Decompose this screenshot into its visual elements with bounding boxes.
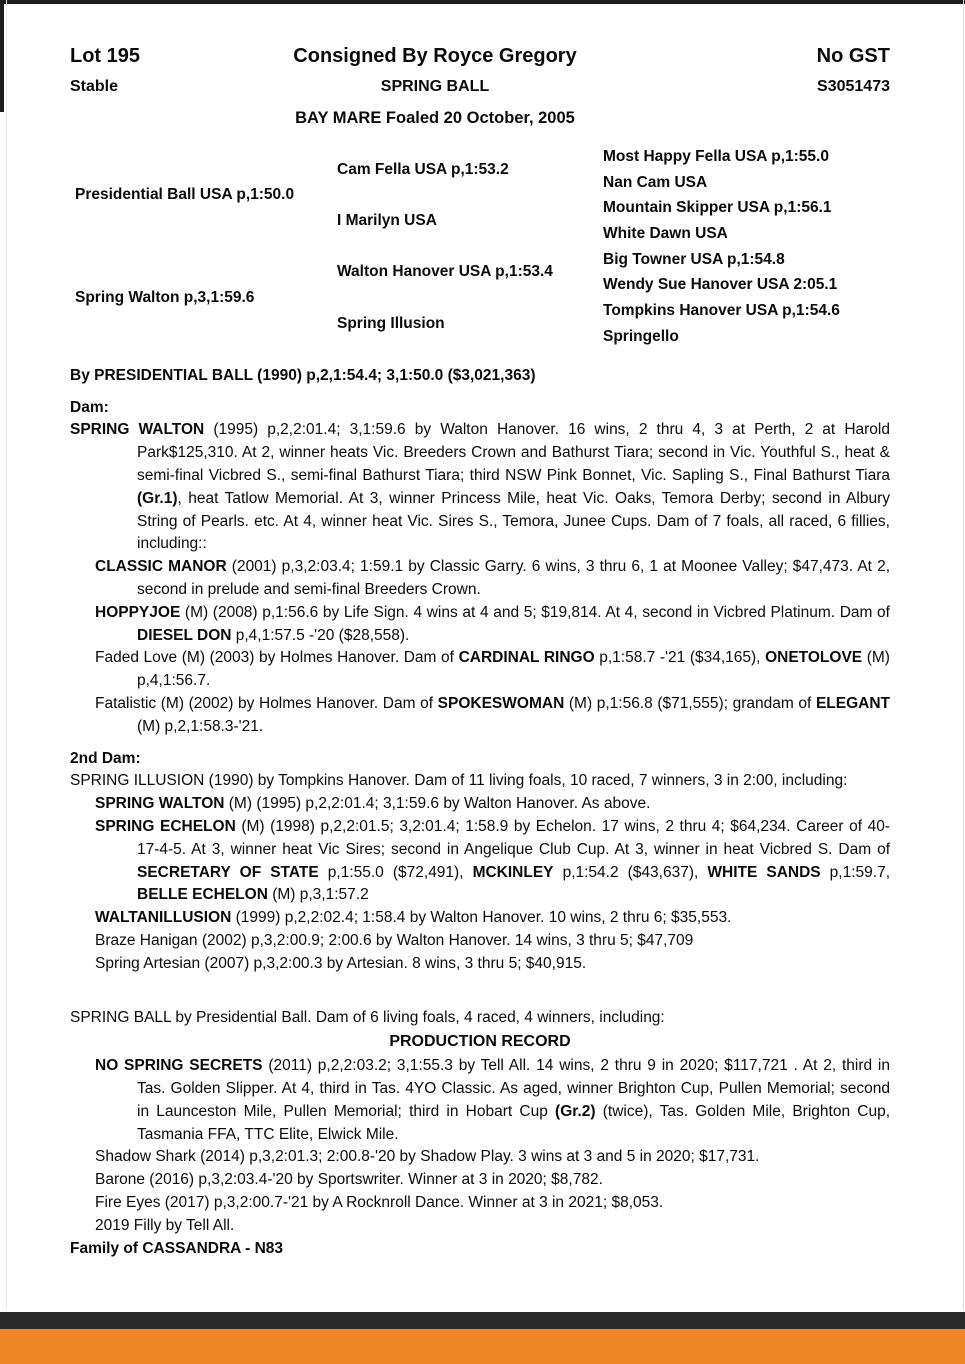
catalog-entry: Shadow Shark (2014) p,3,2:01.3; 2:00.8-'20 by Shadow Play. 3 wins at 3 and 5 in 2020; $17,731. [95, 1148, 760, 1166]
catalog-entry: CLASSIC MANOR (2001) p,3,2:03.4; 1:59.1 by Classic Garry. 6 wins, 3 thru 6, 1 at Moonee Valley; $47,473. At 2, second in prelude and semi-final Breeders Crown. [95, 558, 890, 599]
sire-summary-line: By PRESIDENTIAL BALL (1990) p,2,1:54.4; 3,1:50.0 ($3,021,363) [70, 366, 536, 384]
catalog-entry: Fire Eyes (2017) p,3,2:00.7-'21 by A Rocknroll Dance. Winner at 3 in 2021; $8,053. [95, 1193, 664, 1211]
pedigree-sire: Presidential Ball USA p,1:50.0 [75, 186, 295, 204]
pedigree-gen3-entry: Mountain Skipper USA p,1:56.1 [603, 199, 832, 217]
consignor-title: Consigned By Royce Gregory [293, 45, 577, 67]
catalogue-header [70, 45, 890, 129]
production-section [70, 1007, 890, 1261]
pedigree-sire-sire: Cam Fella USA p,1:53.2 [337, 160, 509, 178]
pedigree-gen3-entry: Wendy Sue Hanover USA 2:05.1 [603, 276, 838, 294]
pedigree-gen3-entry: Tompkins Hanover USA p,1:54.6 [603, 301, 840, 319]
catalog-entry: WALTANILLUSION (1999) p,2,2:02.4; 1:58.4 by Walton Hanover. 10 wins, 2 thru 6; $35,553. [95, 909, 732, 927]
foaling-description: BAY MARE Foaled 20 October, 2005 [295, 108, 575, 127]
catalog-entry: 2019 Filly by Tell All. [95, 1216, 235, 1234]
catalog-entry: NO SPRING SECRETS (2011) p,2,2:03.2; 3,1:55.3 by Tell All. 14 wins, 2 thru 9 in 2020; $117,721 . At 2, third in Tas. Golden Slipper. At 4, third in Tas. 4YO Classic. As aged, winner Brighton Cup, Pullen Memorial; second in Launceston Mile, Pullen Memorial; third in Hobart Cup (Gr.2) (twice), Tas. Golden Mile, Brighton Cup, Tasmania FFA, TTC Elite, Elwick Mile. [95, 1057, 891, 1143]
catalog-entry: Fatalistic (M) (2002) by Holmes Hanover. Dam of SPOKESWOMAN (M) p,1:56.8 ($71,555); grandam of ELEGANT (M) p,2,1:58.3-'21. [95, 695, 890, 735]
production-intro: SPRING BALL by Presidential Ball. Dam of 6 living foals, 4 raced, 4 winners, including: [70, 1008, 665, 1026]
catalog-entry: SPRING WALTON (M) (1995) p,2,2:01.4; 3,1:59.6 by Walton Hanover. As above. [95, 795, 651, 813]
pedigree-gen3-entry: Big Towner USA p,1:54.8 [603, 250, 785, 268]
footer-dark-stripe [0, 1312, 965, 1329]
page-left-hairline [6, 0, 7, 1310]
pedigree-sire-dam: I Marilyn USA [337, 212, 437, 230]
catalog-entry: SPRING ILLUSION (1990) by Tompkins Hanover. Dam of 11 living foals, 10 raced, 7 winners, 3 in 2:00, including: [70, 772, 848, 790]
catalog-entry: Faded Love (M) (2003) by Holmes Hanover. Dam of CARDINAL RINGO p,1:58.7 -'21 ($34,165), ONETOLOVE (M) p,4,1:56.7. [95, 649, 890, 690]
second-dam-entries [70, 770, 890, 975]
dam-entries [70, 419, 890, 738]
pedigree-dam-dam: Spring Illusion [337, 314, 445, 332]
family-line: Family of CASSANDRA - N83 [70, 1239, 284, 1257]
production-entries [70, 1055, 890, 1237]
footer-orange-stripe [0, 1329, 965, 1364]
catalog-entry: HOPPYJOE (M) (2008) p,1:56.6 by Life Sign. 4 wins at 4 and 5; $19,814. At 4, second in Vicbred Platinum. Dam of DIESEL DON p,4,1:57.5 -'20 ($28,558). [95, 603, 890, 644]
dam-section-label: Dam: [70, 398, 109, 416]
pedigree-dam: Spring Walton p,3,1:59.6 [75, 289, 255, 307]
page-left-border [0, 0, 4, 112]
gst-label: No GST [816, 45, 890, 67]
catalog-entry: SPRING ECHELON (M) (1998) p,2,2:01.5; 3,2:01.4; 1:58.9 by Echelon. 17 wins, 2 thru 4; $64,234. Career of 40-17-4-5. At 3, winner heat Vic Sires; second in Angelique Club Cup. At 3, winner in heat Vicbred S. Dam of SECRETARY OF STATE p,1:55.0 ($72,491), MCKINLEY p,1:54.2 ($43,637), WHITE SANDS p,1:59.7, BELLE ECHELON (M) p,3,1:57.2 [95, 818, 891, 904]
registration-number: S3051473 [817, 77, 890, 95]
lot-number: Lot 195 [70, 45, 141, 67]
page-content [70, 0, 890, 1260]
stable-label: Stable [70, 77, 119, 95]
pedigree-table [70, 144, 890, 350]
pedigree-gen3-entry: Most Happy Fella USA p,1:55.0 [603, 147, 829, 165]
catalog-entry: SPRING WALTON (1995) p,2,2:01.4; 3,1:59.6 by Walton Hanover. 16 wins, 2 thru 4, 3 at Perth, 2 at Harold Park$125,310. At 2, winner heats Vic. Breeders Crown and Bathurst Tiara; second in Vic. Youthful S., heat & semi-final Vicbred S., semi-final Bathurst Tiara; third NSW Pink Bonnet, Vic. Sapling S., Final Bathurst Tiara (Gr.1), heat Tatlow Memorial. At 3, winner Princess Mile, heat Vic. Oaks, Temora Derby; second in Albury String of Pearls. etc. At 4, winner heat Vic. Sires S., Temora, Junee Cups. Dam of 7 foals, all raced, 6 fillies, including:: [70, 421, 890, 553]
page-right-hairline [963, 0, 964, 1310]
second-dam-section-label: 2nd Dam: [70, 749, 141, 767]
pedigree-gen3-entry: Springello [603, 327, 679, 345]
pedigree-dam-sire: Walton Hanover USA p,1:53.4 [337, 263, 553, 281]
horse-name: SPRING BALL [380, 77, 490, 95]
catalog-entry: Braze Hanigan (2002) p,3,2:00.9; 2:00.6 by Walton Hanover. 14 wins, 3 thru 5; $47,709 [95, 932, 694, 950]
pedigree-gen3-entry: White Dawn USA [603, 224, 728, 242]
pedigree-gen3-entry: Nan Cam USA [603, 173, 708, 191]
catalog-entry: Spring Artesian (2007) p,3,2:00.3 by Artesian. 8 wins, 3 thru 5; $40,915. [95, 954, 587, 972]
catalog-entry: Barone (2016) p,3,2:03.4-'20 by Sportswriter. Winner at 3 in 2020; $8,782. [95, 1171, 603, 1189]
production-record-heading: PRODUCTION RECORD [389, 1033, 571, 1051]
